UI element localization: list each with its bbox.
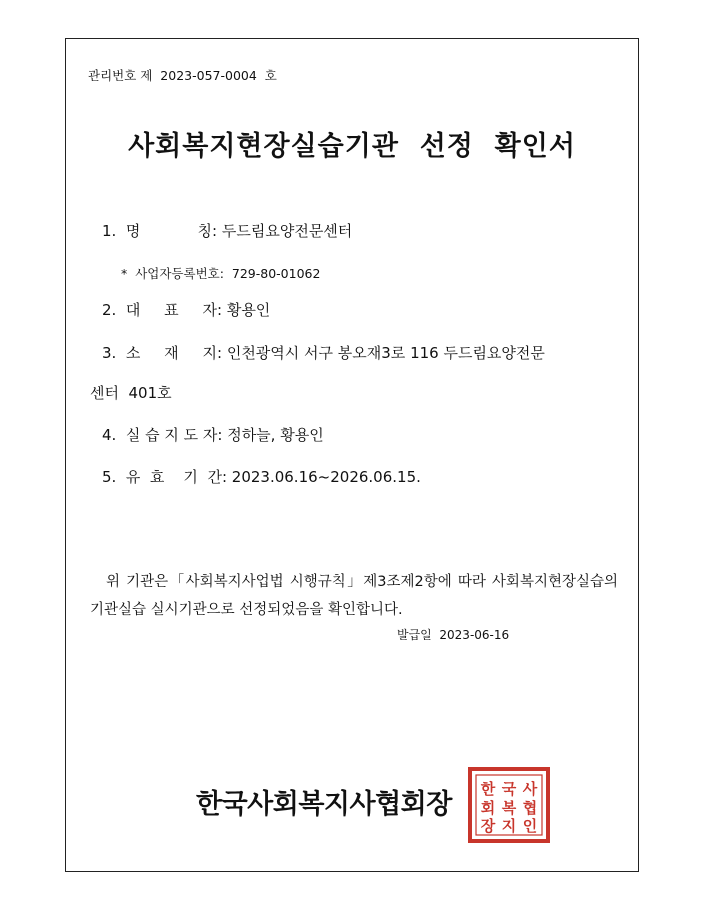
- item-representative-value: 황용인: [226, 301, 271, 319]
- svg-text:인: 인: [522, 817, 538, 835]
- item-address-label: 3. 소 재 지:: [102, 344, 227, 362]
- svg-text:협: 협: [522, 799, 538, 817]
- management-number: 관리번호 제 2023-057-0004 호: [88, 68, 277, 83]
- item-name-label: 1. 명 칭:: [102, 222, 222, 240]
- item-representative-label: 2. 대 표 자:: [102, 301, 227, 319]
- item-validity: [102, 466, 421, 487]
- item-validity-label: 5. 유 효 기 간:: [102, 468, 232, 486]
- svg-text:장: 장: [480, 817, 496, 835]
- item-supervisor-value: 정하늘, 황용인: [227, 426, 324, 444]
- item-name-value: 두드림요양전문센터: [221, 222, 353, 240]
- svg-text:복: 복: [501, 799, 517, 817]
- confirmation-statement: 위 기관은「사회복지사업법 시행규칙」제3조제2항에 따라 사회복지현장실습의 기관실습 실시기관으로 선정되었음을 확인합니다.: [90, 574, 618, 618]
- item-supervisor: [102, 424, 324, 445]
- document-border: [65, 38, 639, 872]
- item-representative: [102, 299, 270, 320]
- item-validity-value: 2023.06.16~2026.06.15.: [231, 468, 421, 486]
- svg-text:한: 한: [480, 780, 496, 798]
- official-seal-icon: [467, 766, 551, 844]
- item-supervisor-label: 4. 실 습 지 도 자:: [102, 426, 228, 444]
- item-address-value: 인천광역시 서구 봉오재3로 116 두드림요양전문: [226, 344, 545, 362]
- business-registration-number: * 사업자등록번호: 729-80-01062: [121, 266, 321, 281]
- issuer-name: 한국사회복지사협회장: [196, 789, 452, 820]
- svg-text:사: 사: [522, 780, 538, 798]
- item-name: [102, 220, 352, 241]
- item-address-continuation: 센터 401호: [90, 384, 172, 402]
- svg-text:회: 회: [480, 799, 496, 817]
- svg-text:지: 지: [501, 817, 517, 835]
- svg-text:국: 국: [501, 780, 517, 798]
- issue-date: 발급일 2023-06-16: [397, 628, 510, 642]
- item-address: [102, 342, 545, 363]
- document-title: 사회복지현장실습기관 선정 확인서: [128, 131, 576, 162]
